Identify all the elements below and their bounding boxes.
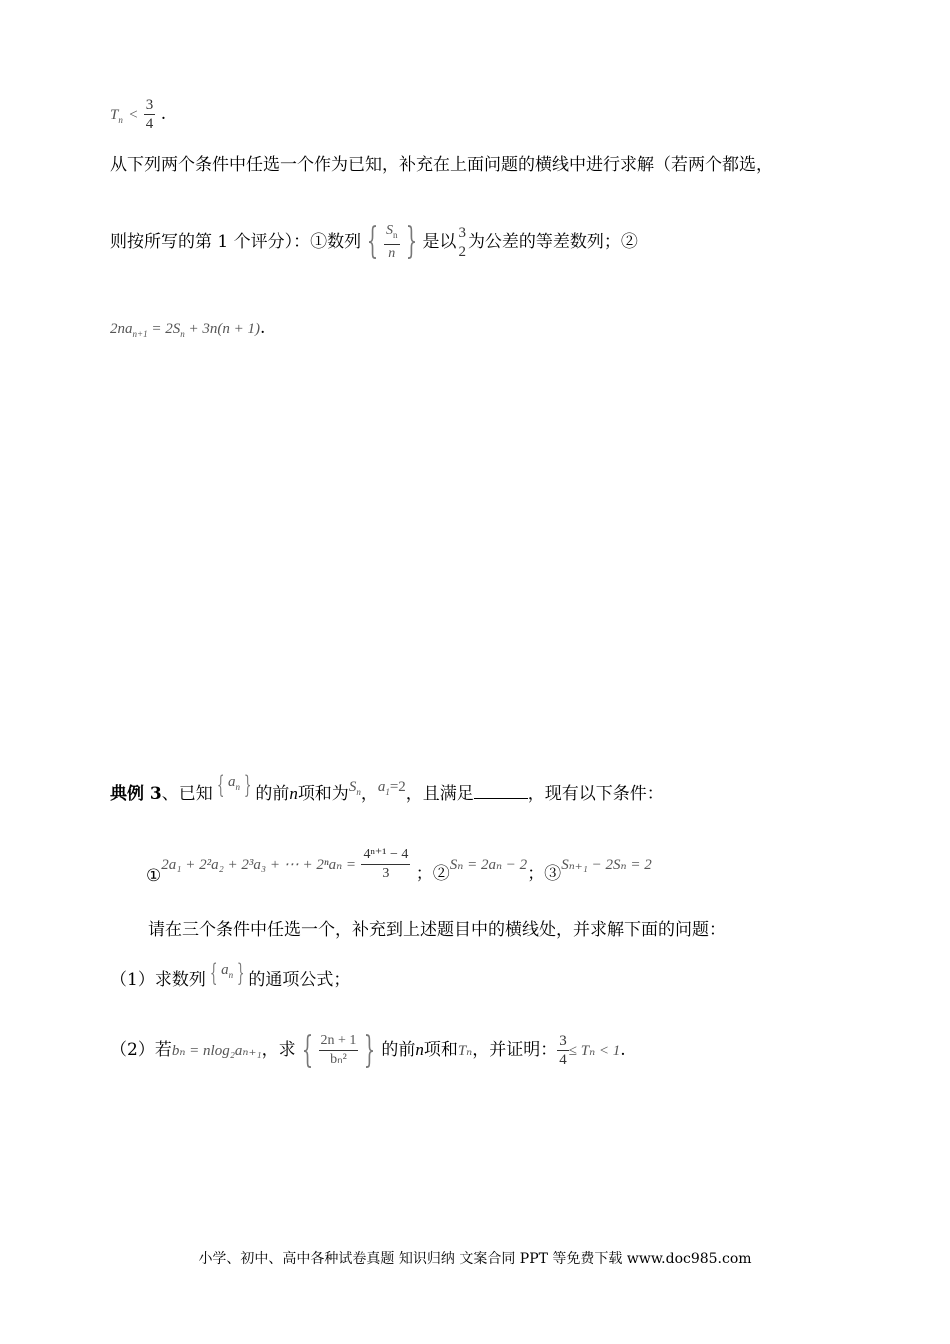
less-than: < [128, 107, 139, 123]
condition-one-line: 则按所写的第 1 个评分）：①数列 { $\frac{S_n}{n}$ } 是以 $\frac{3}{2}$ 为公差的等差数列；② [110, 221, 638, 263]
fraction-three-quarters-q2: $\frac{3}{4}$ [559, 1033, 567, 1068]
example-3-statement: 典例 3、已知 { $a_n$ } 的前n项和为$S_n$，$a_1=2$，且满足 ，现有以下条件： [110, 770, 664, 804]
sequence-2n-plus-1-over-bn-squared: { $\frac{2n + 1}{\text{bₙ²}}$ } [301, 1029, 376, 1071]
sequence-an: { $a_n$ } [216, 770, 252, 799]
bn-definition: bₙ = nlog₂aₙ₊₁ [171, 1043, 262, 1059]
conditions-line: ①2a₁ + 2²a₂ + 2³a₃ + ⋯ + 2ⁿaₙ = $\frac{\text{4ⁿ⁺¹ − 4}}{3}$ ；②Sₙ = 2aₙ − 2；③Sₙ₊₁ − 2Sₙ = 2 [146, 847, 652, 886]
inequality-line [110, 96, 166, 133]
fraction-three-halves: $\frac{3}{2}$ [458, 224, 466, 260]
fill-in-blank [474, 780, 528, 799]
condition-one-fraction: $\frac{\text{4ⁿ⁺¹ − 4}}{3}$ [363, 847, 409, 881]
condition-two-expr: Sₙ = 2aₙ − 2 [449, 857, 528, 873]
condition-three-expr: Sₙ₊₁ − 2Sₙ = 2 [561, 857, 652, 873]
example-label: 典例 3 [110, 784, 162, 804]
sequence-sn-over-n: { $\frac{S_n}{n}$ } [366, 221, 417, 263]
condition-one-expression: 2a₁ + 2²a₂ + 2³a₃ + ⋯ + 2ⁿaₙ = [161, 857, 357, 873]
condition-intro-line: 从下列两个条件中任选一个作为已知，补充在上面问题的横线中进行求解（若两个都选， [110, 155, 773, 175]
page-footer: 小学、初中、高中各种试卷真题 知识归纳 文案合同 PPT 等免费下载 www.doc985.com [198, 1251, 752, 1267]
a1-value: $a_1=2$ [377, 779, 406, 797]
condition-two-expression: $2na_{n+1} = 2S_n + 3n(n + 1)$ [110, 321, 260, 339]
question-1: （1）求数列 { $a_n$ } 的通项公式； [110, 958, 351, 990]
inequality-tail: ≤ Tₙ < 1 [568, 1043, 621, 1059]
sequence-an-q1: { $a_n$ } [209, 958, 245, 987]
t-n-q2: Tₙ [457, 1043, 473, 1059]
instruction-line: 请在三个条件中任选一个，补充到上述题目中的横线处，并求解下面的问题： [148, 920, 726, 940]
s-n-symbol: $S_n$ [348, 779, 361, 797]
condition-two-line: $2na_{n+1} = 2S_n + 3n(n + 1)$. [110, 318, 266, 339]
t-n-symbol: $T_n$ [110, 107, 123, 125]
fraction-three-quarters: $\frac{3}{4}$ [145, 97, 154, 132]
question-2: （2）若bₙ = nlog₂aₙ₊₁，求 { $\frac{2n + 1}{\text{bₙ²}}$ } 的前n项和Tₙ，并证明： $\frac{3}{4}$ ≤ Tₙ < 1. [110, 1029, 626, 1071]
period: . [160, 104, 167, 124]
